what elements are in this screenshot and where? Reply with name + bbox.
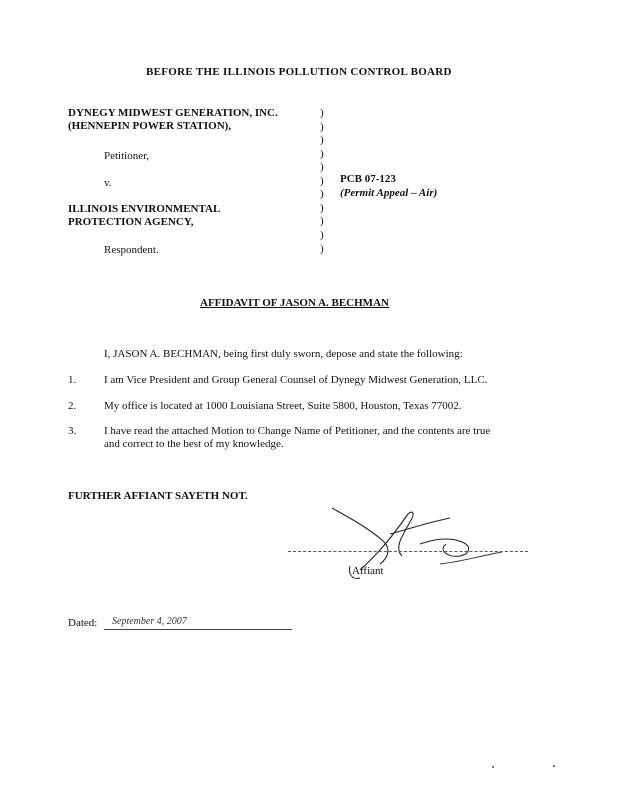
caption-paren: ): [320, 188, 324, 200]
petitioner-name: DYNEGY MIDWEST GENERATION, INC.: [68, 107, 278, 119]
closing-statement: FURTHER AFFIANT SAYETH NOT.: [68, 490, 248, 502]
intro-statement: I, JASON A. BECHMAN, being first duly sworn, depose and state the following:: [104, 348, 463, 360]
respondent-role: Respondent.: [104, 244, 159, 256]
caption-paren: ): [320, 121, 324, 133]
versus: v.: [104, 177, 112, 189]
respondent-name: ILLINOIS ENVIRONMENTAL: [68, 203, 221, 215]
caption-paren: ): [320, 215, 324, 227]
date-label: Dated:: [68, 617, 98, 629]
paragraph-number: 1.: [68, 374, 77, 386]
paragraph-text: My office is located at 1000 Louisiana Street, Suite 5800, Houston, Texas 77002.: [104, 400, 462, 412]
paragraph-number: 2.: [68, 400, 77, 412]
case-type: (Permit Appeal – Air): [340, 187, 438, 199]
date-value: September 4, 2007: [112, 616, 187, 627]
date-line: [104, 629, 292, 630]
caption-paren: ): [320, 229, 324, 241]
caption-paren: ): [320, 202, 324, 214]
petitioner-station: (HENNEPIN POWER STATION),: [68, 120, 232, 132]
paragraph-number: 3.: [68, 425, 77, 437]
case-number: PCB 07-123: [340, 173, 396, 185]
signature-line: [288, 551, 528, 552]
scan-speck: [553, 765, 555, 767]
affidavit-title: AFFIDAVIT OF JASON A. BECHMAN: [200, 297, 389, 309]
paragraph-text-continued: and correct to the best of my knowledge.: [104, 438, 284, 450]
signature-label: Affiant: [352, 565, 384, 577]
caption-paren: ): [320, 134, 324, 146]
caption-paren: ): [320, 161, 324, 173]
caption-paren: ): [320, 107, 324, 119]
paragraph-text: I am Vice President and Group General Counsel of Dynegy Midwest Generation, LLC.: [104, 374, 488, 386]
scan-speck: [492, 766, 494, 768]
petitioner-role: Petitioner,: [104, 150, 150, 162]
caption-paren: ): [320, 148, 324, 160]
court-heading: BEFORE THE ILLINOIS POLLUTION CONTROL BOARD: [146, 66, 452, 78]
paragraph-text: I have read the attached Motion to Change Name of Petitioner, and the contents are true: [104, 425, 491, 437]
caption-paren: ): [320, 243, 324, 255]
respondent-agency: PROTECTION AGENCY,: [68, 216, 194, 228]
caption-paren: ): [320, 175, 324, 187]
